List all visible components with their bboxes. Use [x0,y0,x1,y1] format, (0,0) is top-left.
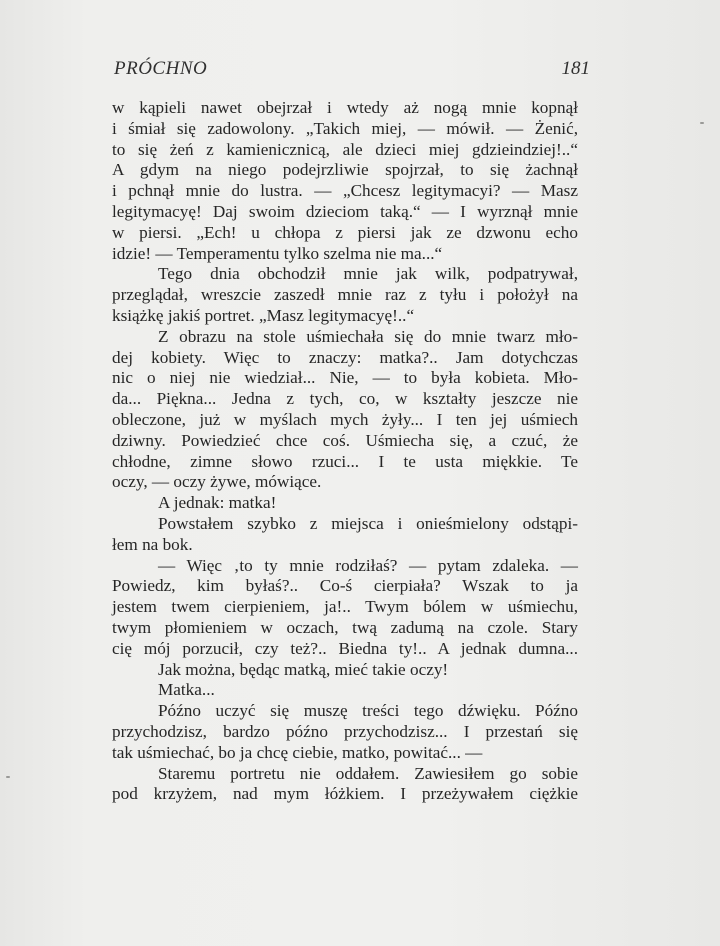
text-line: chłodne, zimne słowo rzuci... I te usta miękkie. Te [112,451,578,471]
text-line: obleczone, już w myślach mych żyły... I ten jej uśmiech [112,409,578,429]
running-head-title: PRÓCHNO [114,58,208,79]
text-line: Późno uczyć się muszę treści tego dźwięku. Późno [158,701,578,721]
text-line: dziwny. Powiedzieć chce coś. Uśmiecha się, a czuć, że [112,430,578,450]
page-number: 181 [561,58,590,79]
scan-speck [700,122,704,124]
text-line: łem na bok. [112,534,193,554]
text-line: nic o niej nie wiedział... Nie, — to była kobieta. Mło- [112,368,578,388]
text-line: A jednak: matka! [158,493,277,513]
text-line: Tego dnia obchodził mnie jak wilk, podpatrywał, [158,264,578,284]
body-text [112,98,578,805]
text-line: twym płomieniem w oczach, twą zadumą na czole. Stary [112,617,578,637]
text-line: Staremu portretu nie oddałem. Zawiesiłem go sobie [158,763,578,783]
text-line: da... Piękna... Jedna z tych, co, w kształty jeszcze nie [112,389,578,409]
text-line: tak uśmiechać, bo ja chcę ciebie, matko, powitać... — [112,742,483,762]
text-line: — Więc ‚to ty mnie rodziłaś? — pytam zdaleka. — [158,555,578,575]
text-line: jestem twem cierpieniem, ja!.. Twym bólem w uśmiechu, [112,597,578,617]
text-line: cię mój porzucił, czy też?.. Biedna ty!.. A jednak dumna... [112,638,578,658]
text-line: A gdym na niego podejrzliwie spojrzał, to się żachnął [112,160,578,180]
text-line: książkę jakiś portret. „Masz legitymacyę!..“ [112,305,415,325]
running-head [112,58,590,82]
text-line: Jak można, będąc matką, mieć takie oczy! [158,659,449,679]
scan-speck [6,776,10,778]
text-line: pod krzyżem, nad mym łóżkiem. I przeżywałem ciężkie [112,784,578,804]
text-line: i śmiał się zadowolony. „Takich miej, — mówił. — Żenić, [112,118,578,138]
text-line: Z obrazu na stole uśmiechała się do mnie twarz mło- [158,326,578,346]
text-line: Matka... [158,680,215,700]
text-line: idzie! — Temperamentu tylko szelma nie ma...“ [112,243,443,263]
text-line: Powiedz, kim byłaś?.. Co-ś cierpiała? Wszak to ja [112,576,578,596]
text-line: i pchnął mnie do lustra. — „Chcesz legitymacyi? — Masz [112,181,578,201]
text-line: Powstałem szybko z miejsca i onieśmielony odstąpi- [158,513,578,533]
text-line: oczy, — oczy żywe, mówiące. [112,472,322,492]
text-line: przeglądał, wreszcie zaszedł mnie raz z tyłu i położył na [112,285,578,305]
text-line: to się żeń z kamienicznicą, ale dzieci miej gdzieindziej!..“ [112,139,578,159]
text-line: przychodzisz, bardzo późno przychodzisz... I przestań się [112,721,578,741]
text-line: dej kobiety. Więc to znaczy: matka?.. Jam dotychczas [112,347,578,367]
text-line: w piersi. „Ech! u chłopa z piersi jak ze dzwonu echo [112,222,578,242]
text-line: w kąpieli nawet obejrzał i wtedy aż nogą mnie kopnął [112,98,578,117]
text-line: legitymacyę! Daj swoim dzieciom taką.“ — I wyrznął mnie [112,201,578,221]
